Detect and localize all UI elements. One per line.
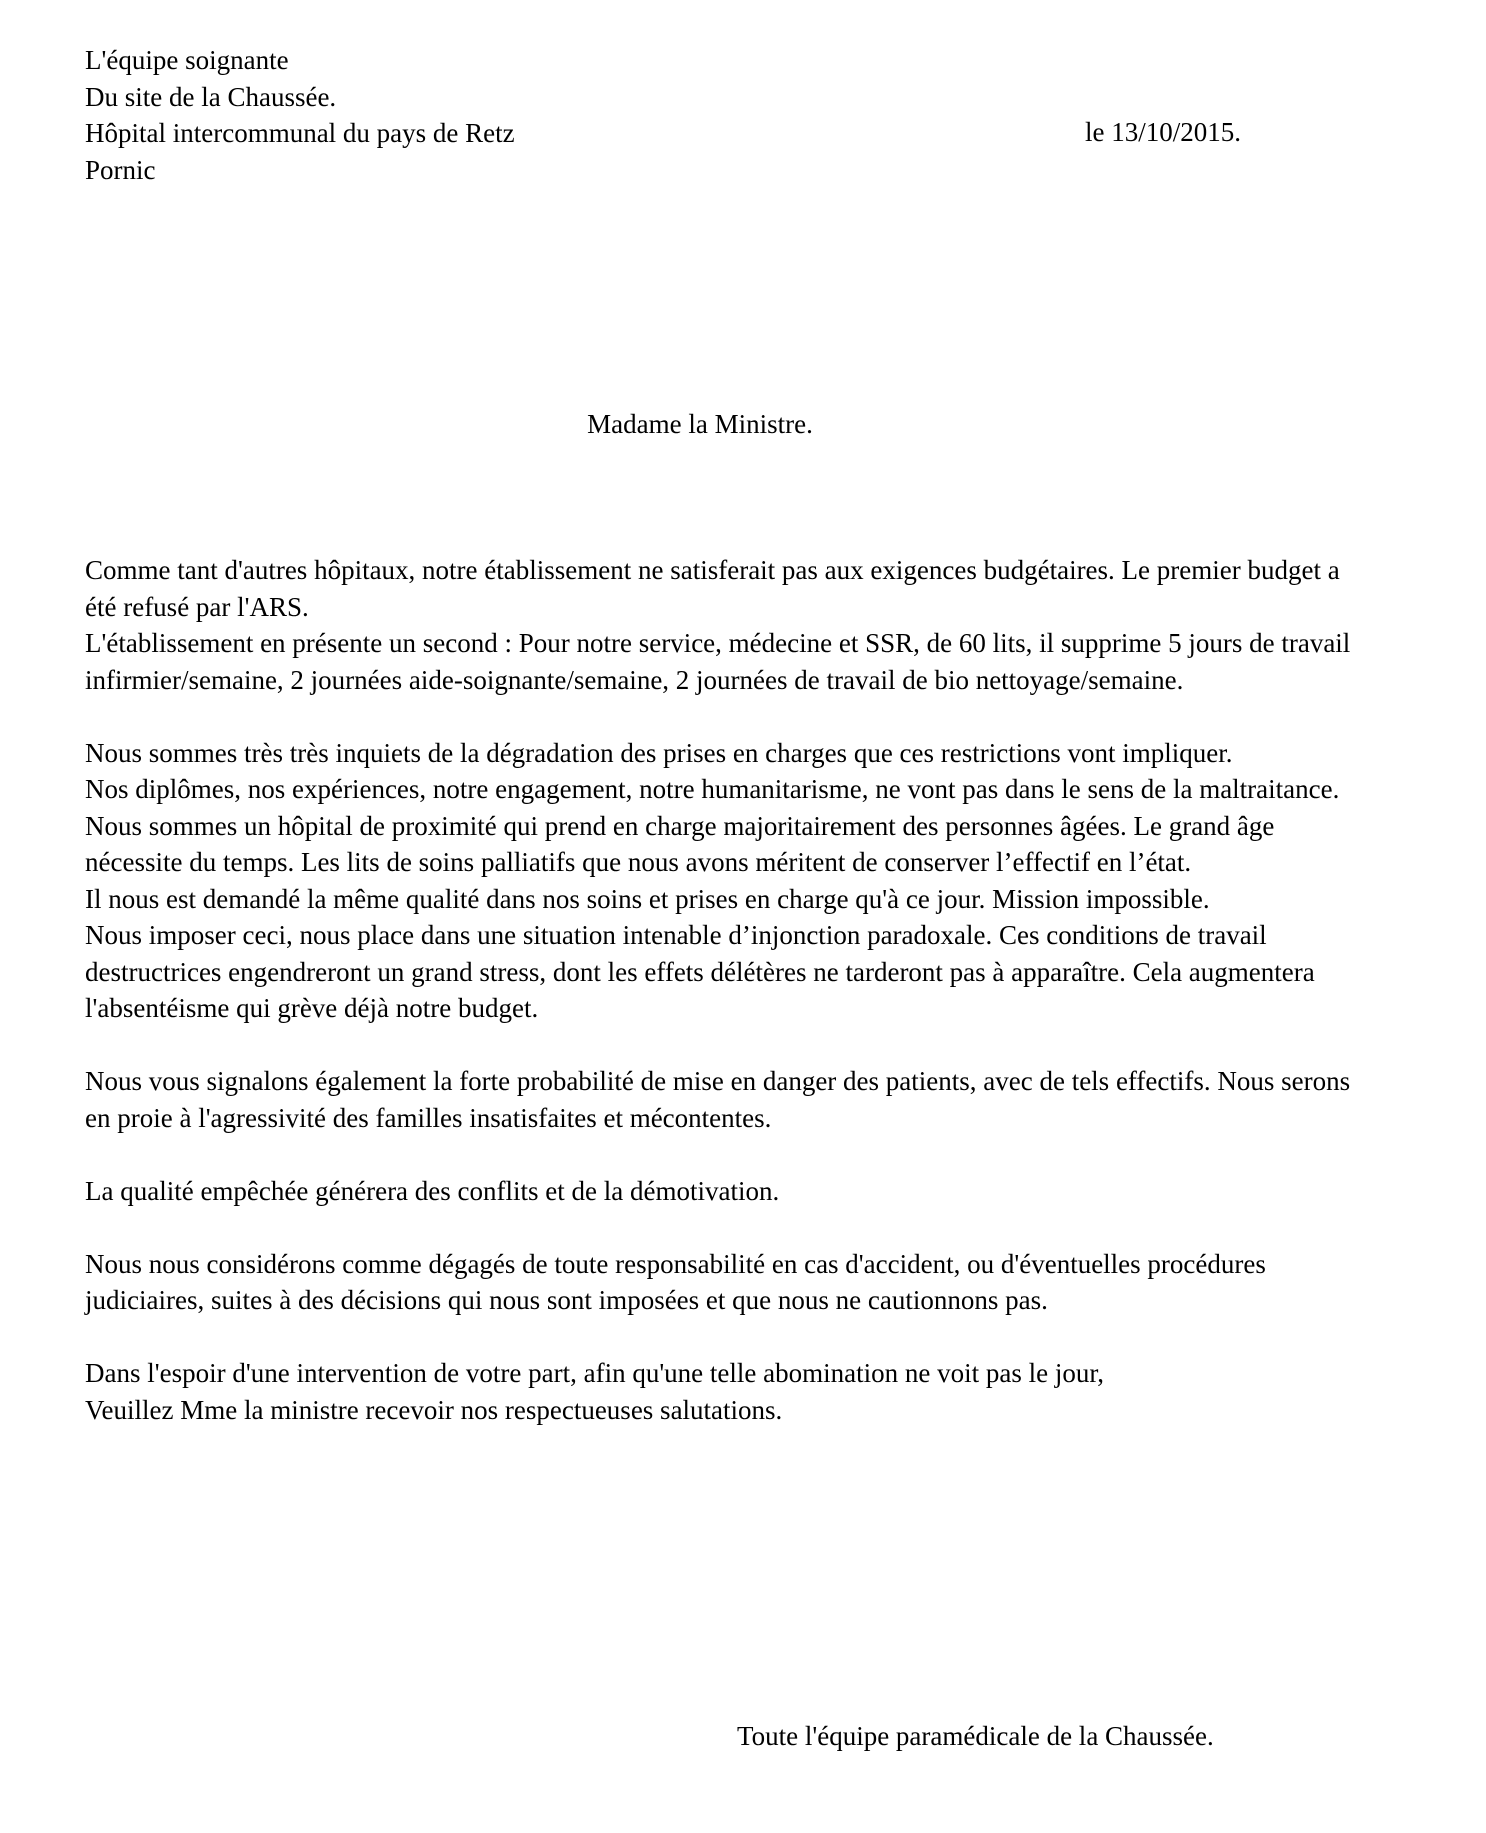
- paragraph-line: Nous sommes très très inquiets de la dégradation des prises en charges que ces restrictions vont impliquer.: [85, 737, 1233, 768]
- sender-line: Pornic: [85, 154, 156, 185]
- paragraph: [85, 1063, 1375, 1136]
- paragraph-line: Nous imposer ceci, nous place dans une situation intenable d’injonction paradoxale. Ces conditions de travail destructrices engendreront un grand stress, dont les effets délétères ne tarderont pas à apparaître. Cela augmentera l'absentéisme qui grève déjà notre budget.: [85, 920, 1315, 1023]
- sender-line: Du site de la Chaussée.: [85, 81, 337, 112]
- paragraph-line: Nous nous considérons comme dégagés de toute responsabilité en cas d'accident, ou d'éventuelles procédures judiciaires, suites à des décisions qui nous sont imposées et que nous ne cautionnons pas.: [85, 1248, 1266, 1315]
- paragraph-line: Nous vous signalons également la forte probabilité de mise en danger des patients, avec de tels effectifs. Nous serons en proie à l'agressivité des familles insatisfaites et mécontentes.: [85, 1066, 1351, 1133]
- paragraph-line: L'établissement en présente un second : Pour notre service, médecine et SSR, de 60 lits, il supprime 5 jours de travail infirmier/semaine, 2 journées aide-soignante/semaine, 2 journées de travail de bio nettoyage/semaine.: [85, 628, 1351, 695]
- paragraph: [85, 1355, 1375, 1428]
- paragraph: [85, 735, 1375, 1027]
- letter-date: le 13/10/2015.: [1085, 117, 1241, 147]
- paragraph-line: Veuillez Mme la ministre recevoir nos respectueuses salutations.: [85, 1394, 783, 1425]
- paragraph: [85, 1173, 1375, 1210]
- paragraph-line: La qualité empêchée générera des conflits et de la démotivation.: [85, 1175, 780, 1206]
- sender-line: Hôpital intercommunal du pays de Retz: [85, 118, 515, 148]
- salutation: Madame la Ministre.: [587, 409, 813, 439]
- paragraph-line: Comme tant d'autres hôpitaux, notre établissement ne satisferait pas aux exigences budgétaires. Le premier budget a été refusé par l'ARS.: [85, 555, 1340, 622]
- signature: Toute l'équipe paramédicale de la Chaussée.: [737, 1721, 1214, 1751]
- paragraph: [85, 1246, 1375, 1319]
- sender-line: L'équipe soignante: [85, 45, 289, 75]
- paragraph-line: Nos diplômes, nos expériences, notre engagement, notre humanitarisme, ne vont pas dans le sens de la maltraitance.: [85, 774, 1340, 804]
- paragraph: [85, 552, 1375, 698]
- paragraph-line: Dans l'espoir d'une intervention de votre part, afin qu'une telle abomination ne voit pas le jour,: [85, 1358, 1104, 1388]
- paragraph-line: Il nous est demandé la même qualité dans nos soins et prises en charge qu'à ce jour. Mission impossible.: [85, 883, 1210, 914]
- paragraph-line: Nous sommes un hôpital de proximité qui prend en charge majoritairement des personnes âgées. Le grand âge nécessite du temps. Les lits de soins palliatifs que nous avons méritent de conserver l’effectif en l’état.: [85, 810, 1275, 877]
- letter-body: [85, 552, 1375, 1465]
